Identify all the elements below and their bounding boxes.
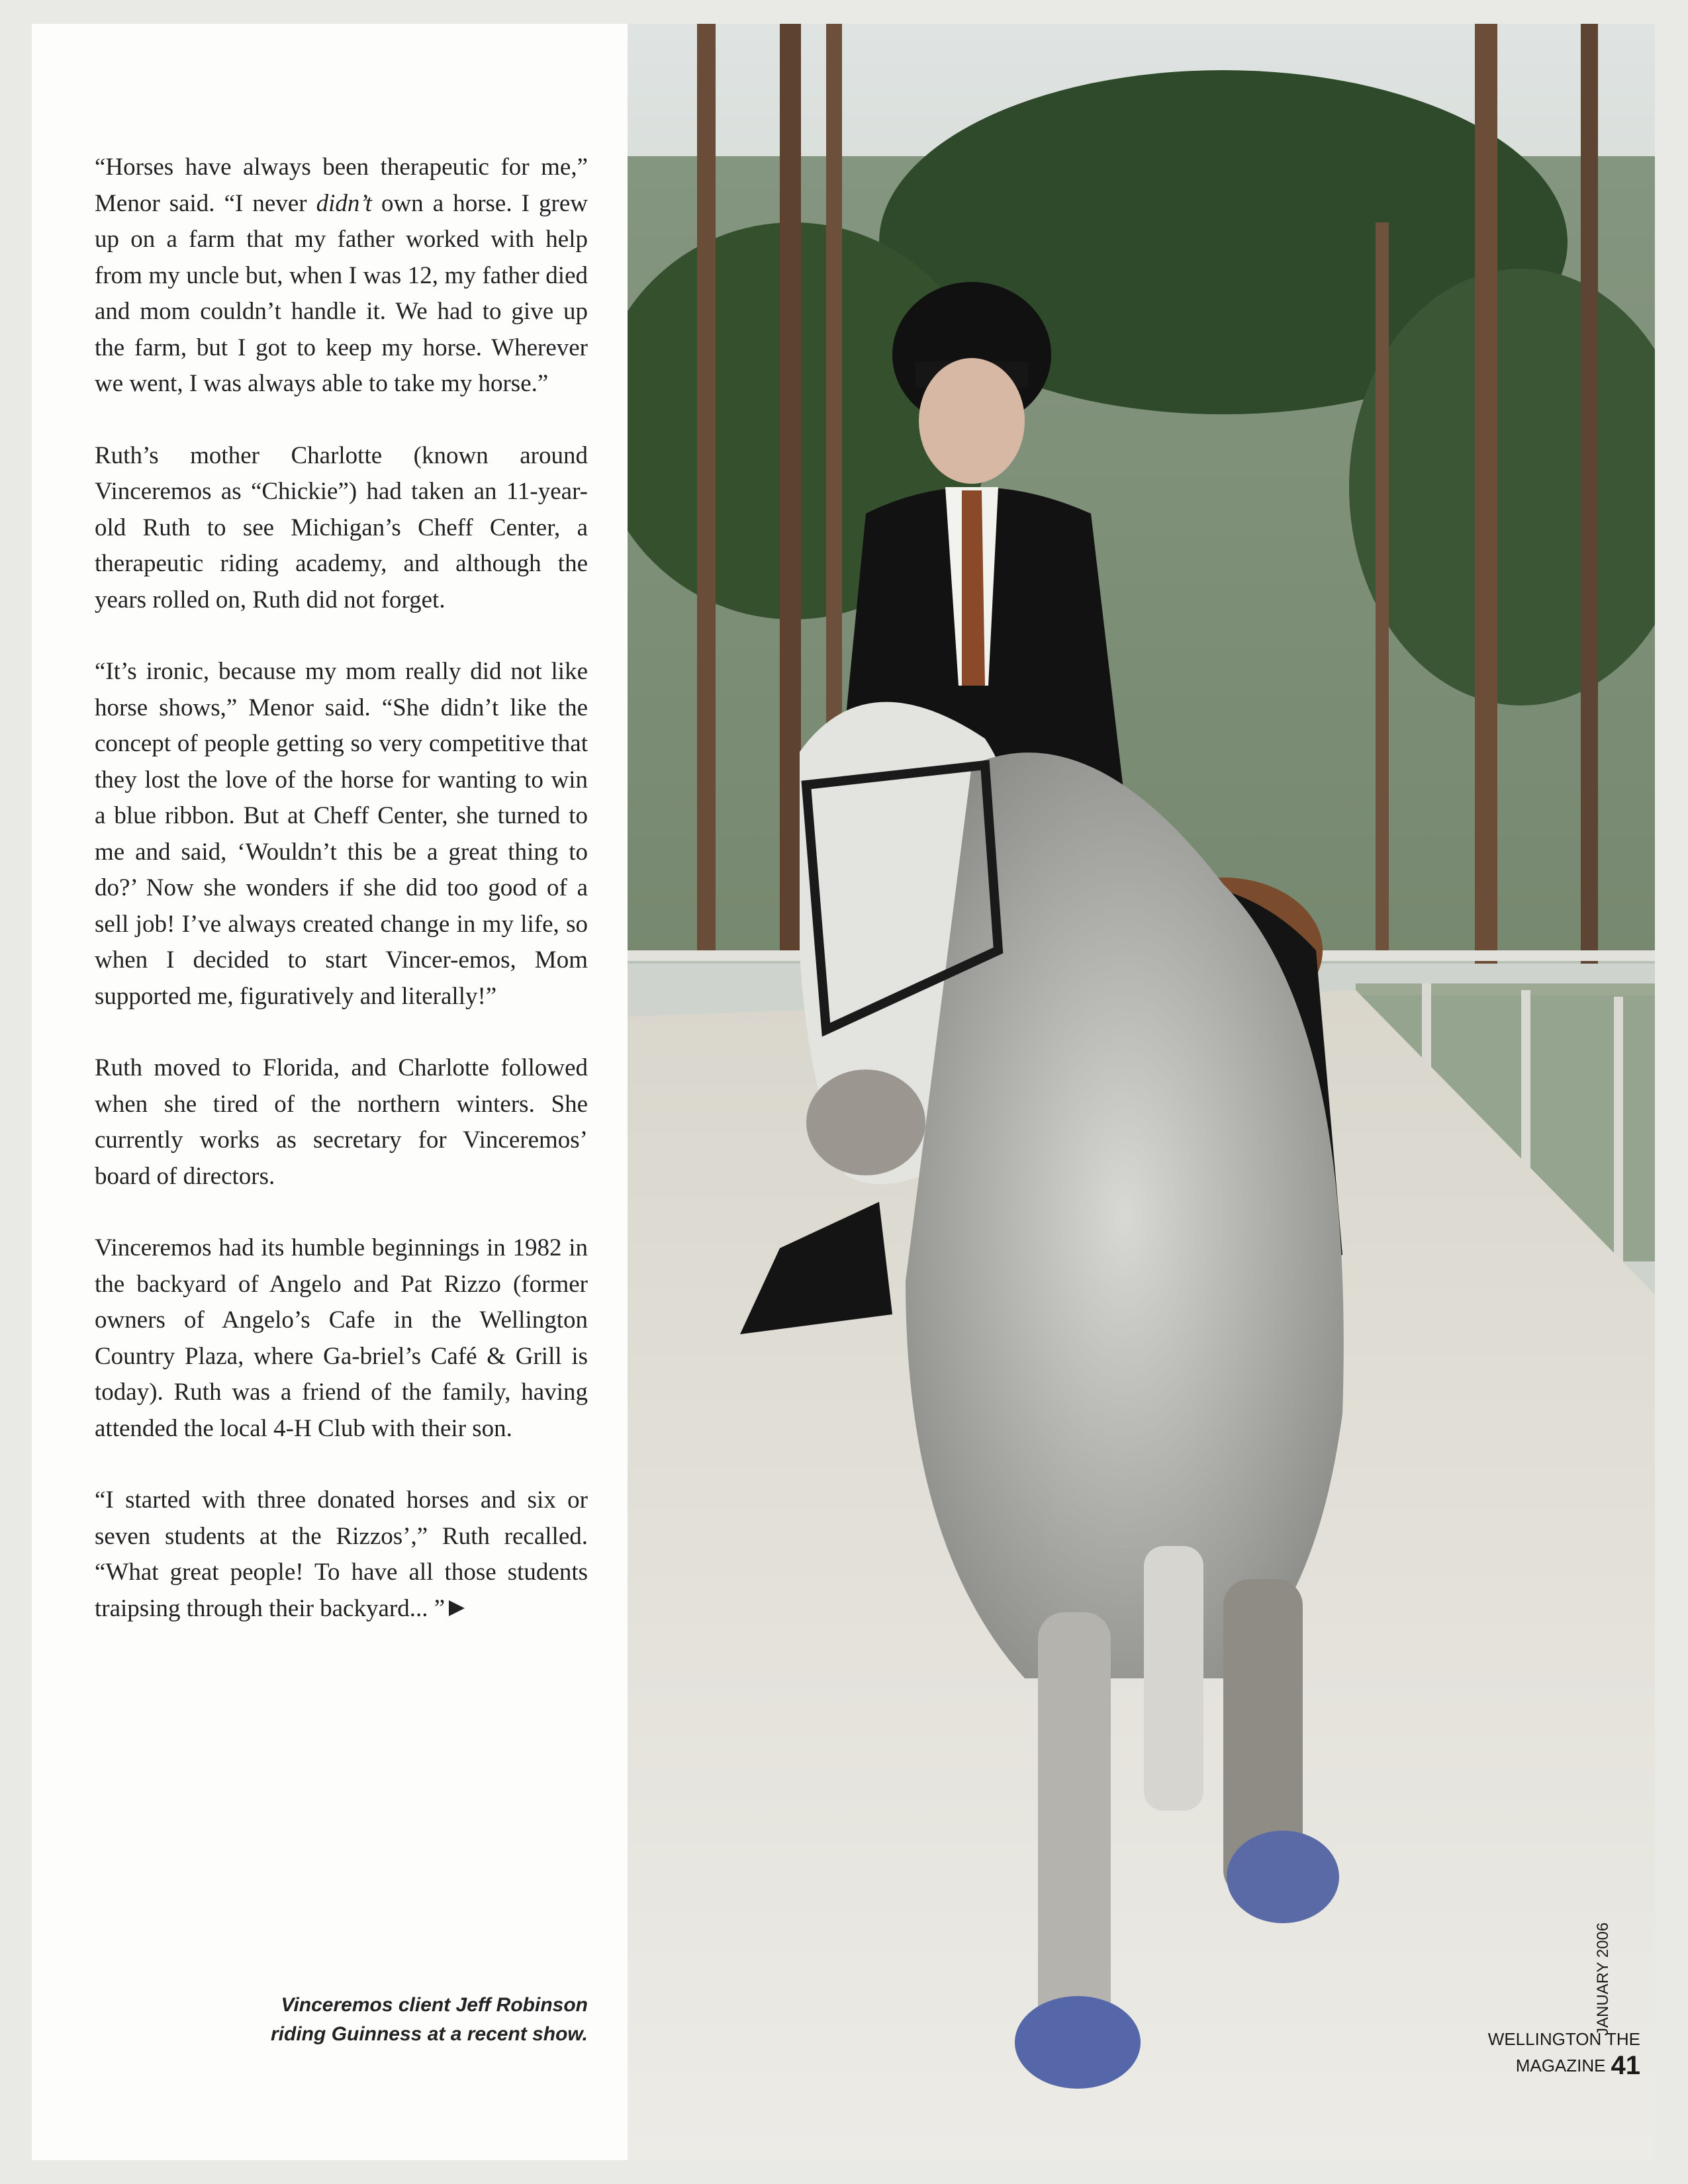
- paragraph-4: Ruth moved to Florida, and Charlotte followed when she tired of the northern winters. She currently works as secretary for Vinceremos’ board of directors.: [95, 1054, 588, 1190]
- bell-boot-right: [1227, 1831, 1339, 1923]
- page-folio: [1382, 2029, 1640, 2081]
- paragraph-3: “It’s ironic, because my mom really did not like horse shows,” Menor said. “She didn’t like the concept of people getting so very competitive that they lost the love of the horse for wanting to win a blue ribbon. But at Cheff Center, she turned to me and said, ‘Wouldn’t this be a great thing to do?’ Now she wonders if she did too good of a sell job! I’ve always created change in my life, so when I decided to start Vincer-emos, Mom supported me, figuratively and literally!”: [95, 658, 588, 1010]
- article-column: [95, 150, 588, 1662]
- issue-date: JANUARY 2006: [1594, 1922, 1612, 2036]
- bell-boot-left: [1015, 1996, 1141, 2089]
- rider-face: [919, 358, 1025, 484]
- horse-muzzle: [806, 1069, 925, 1175]
- horse-leg-front-left: [1038, 1612, 1111, 2036]
- photo-illustration: [628, 24, 1655, 2160]
- caption-line-2: riding Guinness at a recent show.: [271, 2023, 588, 2045]
- caption-line-1: Vinceremos client Jeff Robinson: [281, 1994, 588, 2016]
- continue-arrow-icon: [449, 1600, 465, 1616]
- emphasis-didnt: didn’t: [316, 189, 372, 217]
- page-number: 41: [1611, 2051, 1640, 2080]
- magazine-page: [32, 24, 1655, 2160]
- photo-caption: [95, 1991, 588, 2049]
- tree-trunk: [697, 24, 716, 950]
- paragraph-6: “I started with three donated horses and six or seven students at the Rizzos’,” Ruth recalled. “What great people! To have all those students traipsing through their backyard... ”: [95, 1486, 588, 1622]
- magazine-name: WELLINGTON THE MAGAZINE: [1487, 2029, 1640, 2075]
- paragraph-1: “Horses have always been therapeutic for me,” Menor said. “I never didn’t own a horse. I grew up on a farm that my father worked with help from my uncle but, when I was 12, my father died and mom couldn’t handle it. We had to give up the farm, but I got to keep my horse. Wherever we went, I was always able to take my horse.”: [95, 154, 588, 397]
- paragraph-2: Ruth’s mother Charlotte (known around Vinceremos as “Chickie”) had taken an 11-year-old Ruth to see Michigan’s Cheff Center, a therapeutic riding academy, and although the years rolled on, Ruth did not forget.: [95, 441, 588, 614]
- paragraph-5: Vinceremos had its humble beginnings in 1982 in the backyard of Angelo and Pat Rizzo (former owners of Angelo’s Cafe in the Wellington Country Plaza, where Ga-briel’s Café & Grill is today). Ruth was a friend of the family, having attended the local 4-H Club with their son.: [95, 1234, 588, 1442]
- horse-rider-photo: [628, 24, 1655, 2160]
- rider-tie: [962, 490, 985, 686]
